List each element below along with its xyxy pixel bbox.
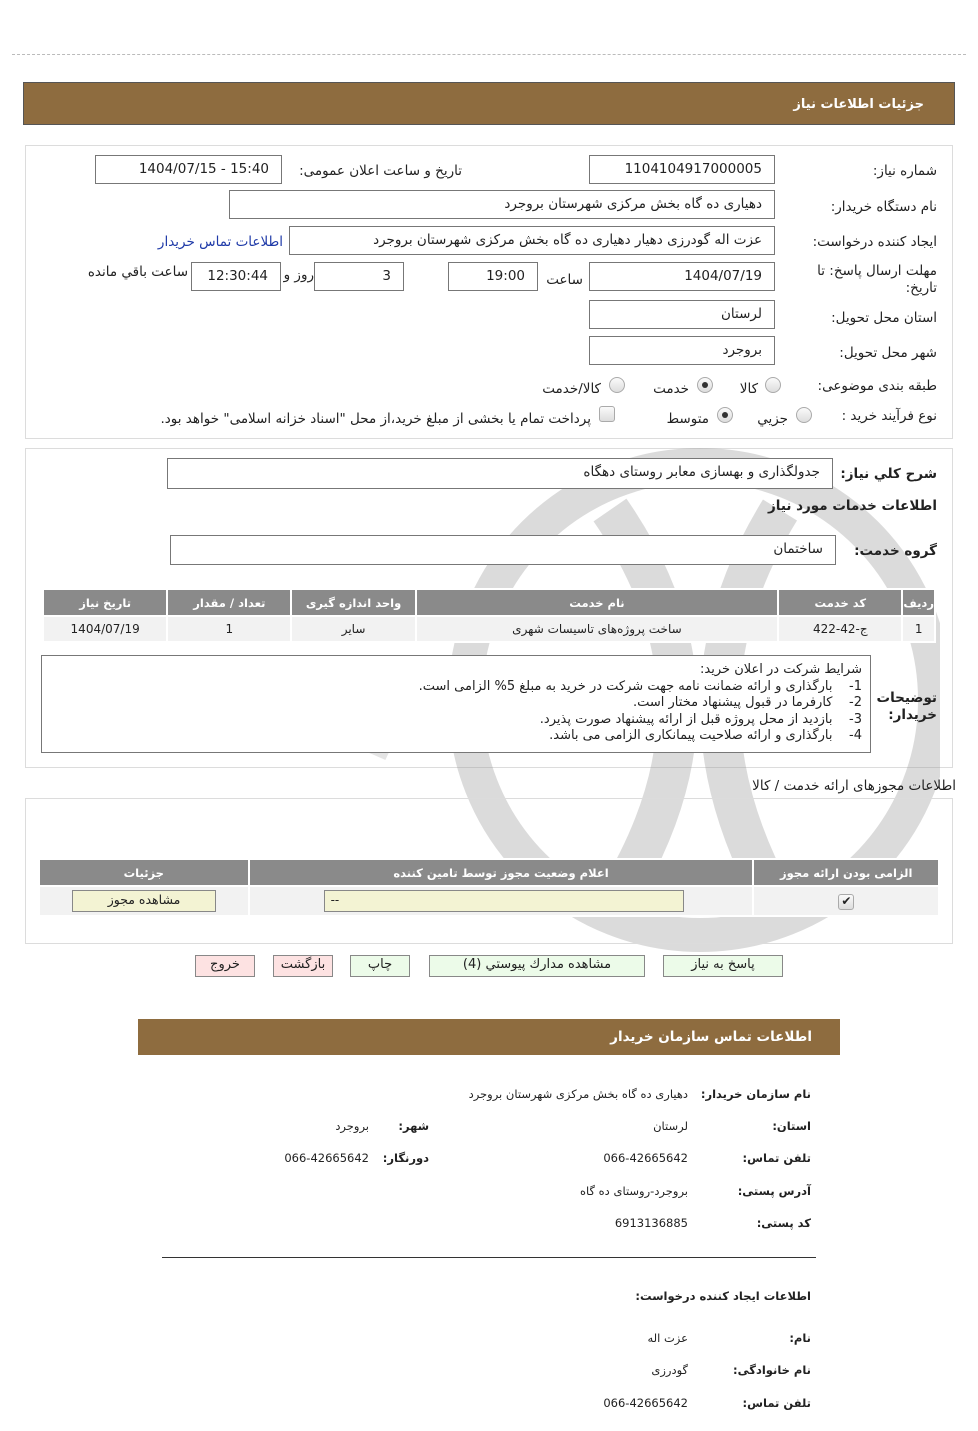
contact-address-value: بروجرد-روستای ده گاه (579, 1184, 688, 1198)
time-label: ساعت (546, 272, 583, 288)
creator-phone-value: 066-42665642 (603, 1396, 688, 1410)
days-label: روز و (283, 267, 314, 283)
cell-status (249, 886, 754, 916)
remaining-time-field: 12:30:44 (191, 262, 281, 291)
contact-province-label: استان: (772, 1119, 811, 1133)
top-divider (12, 54, 966, 55)
license-status-field[interactable]: -- (324, 890, 684, 912)
process-option-minor: جزیي (757, 411, 788, 427)
general-desc-label: شرح کلي نیاز: (840, 466, 937, 482)
category-option-goods: کالا (739, 381, 758, 397)
col-details: جزئیات (39, 859, 249, 886)
cell-unit: سایر (291, 616, 415, 642)
licenses-table-header (39, 859, 939, 886)
contact-postal-label: کد پستی: (756, 1216, 811, 1230)
exit-button[interactable]: خروج (195, 955, 255, 977)
cell-qty: 1 (167, 616, 291, 642)
reply-button[interactable]: پاسخ به نیاز (663, 955, 783, 977)
announce-field: 1404/07/15 - 15:40 (95, 155, 282, 184)
buyer-org-label: نام دستگاه خریدار: (830, 199, 937, 215)
contact-address-label: آدرس پستی: (737, 1184, 811, 1198)
cell-row: 1 (902, 616, 935, 642)
category-radio-goods[interactable] (765, 377, 781, 393)
deadline-time-field: 19:00 (448, 262, 538, 291)
treasury-payment-note: پرداخت تمام یا بخشی از مبلغ خرید،از محل "اسناد خزانه اسلامی" خواهد بود. (160, 411, 591, 427)
service-group-field: ساختمان (170, 535, 836, 565)
need-number-label: شماره نیاز: (872, 163, 937, 179)
notes-line: 2- کارفرما در قبول پیشنهاد مختار است. (633, 695, 862, 710)
city-field: بروجرد (589, 336, 775, 365)
cell-code: ج-42-422 (778, 616, 902, 642)
process-label: نوع فرآیند خرید : (841, 408, 937, 424)
back-button[interactable]: بازگشت (273, 955, 333, 977)
category-label: طبقه بندی موضوعی: (817, 378, 937, 394)
city-label: شهر محل تحویل: (839, 345, 937, 361)
col-date: تاریخ نیاز (43, 589, 167, 616)
notes-line: 3- بازدید از محل پروژه قبل از ارائه پیشنهاد صورت پذیرد. (539, 711, 862, 727)
contact-fax-value: 066-42665642 (284, 1151, 369, 1165)
buyer-notes-box (41, 655, 871, 753)
buyer-contact-link[interactable]: اطلاعات تماس خریدار (157, 234, 283, 250)
services-table-header (43, 589, 935, 616)
col-required: الزامی بودن ارائه مجوز (753, 859, 939, 886)
province-label: استان محل تحویل: (831, 310, 937, 326)
creator-family-label: نام خانوادگی: (733, 1363, 811, 1377)
notes-line: 1- بارگذاری و ارائه ضمانت نامه جهت شرکت در خرید به مبلغ 5% الزامی است. (418, 678, 862, 694)
category-option-service: خدمت (653, 381, 689, 397)
services-heading: اطلاعات خدمات مورد نیاز (767, 498, 937, 514)
col-status: اعلام وضعیت مجوز توسط تامین کننده (249, 859, 754, 886)
cell-name: ساخت پروژه‌های تاسیسات شهری (416, 616, 779, 642)
contact-city-label: شهر: (398, 1119, 429, 1133)
col-qty: تعداد / مقدار (167, 589, 291, 616)
deadline-date-field: 1404/07/19 (589, 262, 775, 291)
creator-heading: اطلاعات ایجاد کننده درخواست: (635, 1289, 811, 1303)
need-number-field: 1104104917000005 (589, 155, 775, 184)
contact-fax-label: دورنگار: (382, 1151, 429, 1165)
category-radio-service[interactable] (697, 377, 713, 393)
print-button[interactable]: چاپ (350, 955, 410, 977)
contact-phone-label: تلفن تماس: (742, 1151, 811, 1165)
col-row: ردیف (902, 589, 935, 616)
remaining-label: ساعت باقي مانده (87, 264, 188, 280)
days-field: 3 (314, 262, 404, 291)
contact-city-value: بروجرد (335, 1119, 369, 1133)
buyer-org-field: دهیاری ده گاه بخش مرکزی شهرستان بروجرد (229, 190, 775, 219)
table-row (43, 616, 935, 642)
contact-org-value: دهیاری ده گاه بخش مرکزی شهرستان بروجرد (468, 1087, 688, 1101)
creator-phone-label: تلفن تماس: (742, 1396, 811, 1410)
creator-label: ایجاد کننده درخواست: (812, 234, 937, 250)
contact-phone-value: 066-42665642 (603, 1151, 688, 1165)
process-radio-minor[interactable] (796, 407, 812, 423)
attachments-button[interactable]: مشاهده مدارك پيوستي (4) (429, 955, 645, 977)
creator-name-value: عزت اله (647, 1331, 688, 1345)
province-field: لرستان (589, 300, 775, 329)
contact-province-value: لرستان (653, 1119, 688, 1133)
col-name: نام خدمت (416, 589, 779, 616)
licenses-title: اطلاعات مجوزهای ارائه خدمت / کالا (752, 778, 956, 794)
license-required-checkbox[interactable]: ✔ (838, 894, 854, 910)
col-unit: واحد اندازه گیری (291, 589, 415, 616)
contact-postal-value: 6913136885 (614, 1216, 688, 1230)
service-group-label: گروه خدمت: (854, 543, 937, 559)
deadline-label: مهلت ارسال پاسخ: تا تاریخ: (817, 263, 937, 296)
notes-line: شرایط شرکت در اعلان خرید: (700, 662, 862, 677)
contact-divider (162, 1257, 816, 1258)
contact-header: اطلاعات تماس سازمان خریدار (138, 1019, 840, 1055)
treasury-payment-checkbox[interactable] (599, 406, 615, 422)
cell-details (39, 886, 249, 916)
notes-line: 4- بارگذاری و ارائه صلاحیت پیمانکاری الزامی می باشد. (549, 728, 862, 743)
licenses-table (38, 858, 940, 917)
cell-required (753, 886, 939, 916)
cell-date: 1404/07/19 (43, 616, 167, 642)
creator-name-label: نام: (789, 1331, 811, 1345)
category-option-goods-service: کالا/خدمت (542, 381, 601, 397)
process-option-medium: متوسط (666, 411, 709, 427)
process-radio-medium[interactable] (717, 407, 733, 423)
general-desc-field: جدولگذاری و بهسازی معابر روستای دهگاه (167, 458, 833, 489)
page-header: جزئیات اطلاعات نیاز (23, 82, 955, 125)
services-table (42, 588, 936, 643)
col-code: کد خدمت (778, 589, 902, 616)
category-radio-goods-service[interactable] (609, 377, 625, 393)
contact-org-label: نام سازمان خریدار: (700, 1087, 811, 1101)
buyer-notes-label: توضیحات خریدار: (876, 690, 937, 723)
table-row (39, 886, 939, 916)
creator-field: عزت اله گودرزی دهیار دهیاری ده گاه بخش مرکزی شهرستان بروجرد (289, 226, 775, 255)
creator-family-value: گودرزی (651, 1363, 688, 1377)
announce-label: تاریخ و ساعت اعلان عمومی: (299, 163, 462, 179)
view-license-button[interactable]: مشاهده مجوز (72, 890, 216, 912)
